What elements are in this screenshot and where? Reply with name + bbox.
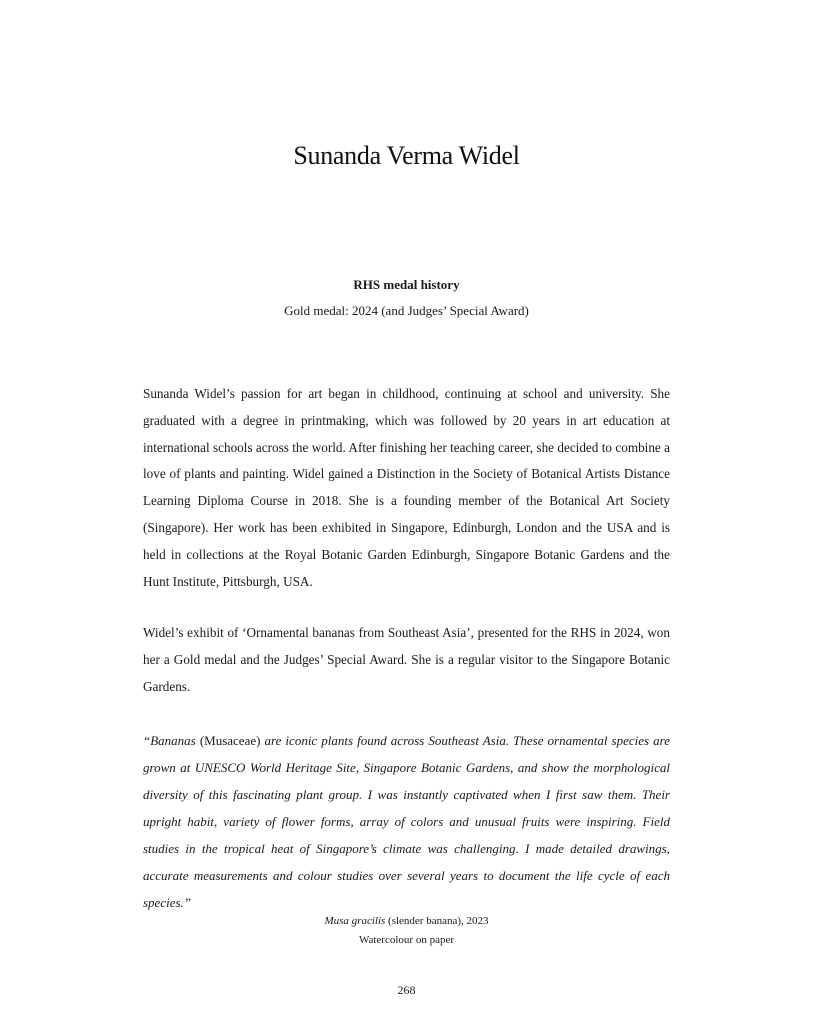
artist-quote: [143, 727, 670, 916]
biography-paragraph: Sunanda Widel’s passion for art began in childhood, continuing at school and university. She graduated with a degree in printmaking, which was followed by 20 years in art education at international schools across the world. After finishing her teaching career, she decided to combine a love of plants and painting. Widel gained a Distinction in the Society of Botanical Artists Distance Learning Diploma Course in 2018. She is a founding member of the Botanical Art Society (Singapore). Her work has been exhibited in Singapore, Edinburgh, London and the USA and is held in collections at the Royal Botanic Garden Edinburgh, Singapore Botanic Gardens and the Hunt Institute, Pittsburgh, USA.: [143, 386, 670, 589]
quote-family-name: (Musaceae): [199, 733, 261, 748]
caption-title-line: [0, 912, 813, 931]
page-title: Sunanda Verma Widel: [293, 141, 520, 170]
quote-text: are iconic plants found across Southeast Asia. These ornamental species are grown at UNESCO World Heritage Site, Singapore Botanic Gardens, and show the morphological diversity of this fascinating plant group. I was instantly captivated when I first saw them. Their upright habit, variety of flower forms, array of colors and unusual fruits were inspiring. Field studies in the tropical heat of Singapore’s climate was challenging. I made detailed drawings, accurate measurements and colour studies over several years to document the life cycle of each species.”: [143, 733, 671, 910]
medal-history-section: [0, 276, 813, 320]
caption-species: Musa gracilis: [324, 915, 386, 927]
caption-details: (slender banana), 2023: [385, 915, 489, 927]
caption-medium: Watercolour on paper: [358, 934, 454, 946]
page-number: 268: [397, 983, 416, 997]
artwork-caption: [0, 912, 813, 950]
medal-history-entry: Gold medal: 2024 (and Judges’ Special Award): [284, 303, 529, 318]
exhibit-paragraph: Widel’s exhibit of ‘Ornamental bananas from Southeast Asia’, presented for the RHS in 2024, won her a Gold medal and the Judges’ Special Award. She is a regular visitor to the Singapore Botanic Gardens.: [143, 625, 670, 694]
quote-open: “Bananas: [143, 733, 200, 748]
medal-history-heading: RHS medal history: [353, 277, 460, 292]
